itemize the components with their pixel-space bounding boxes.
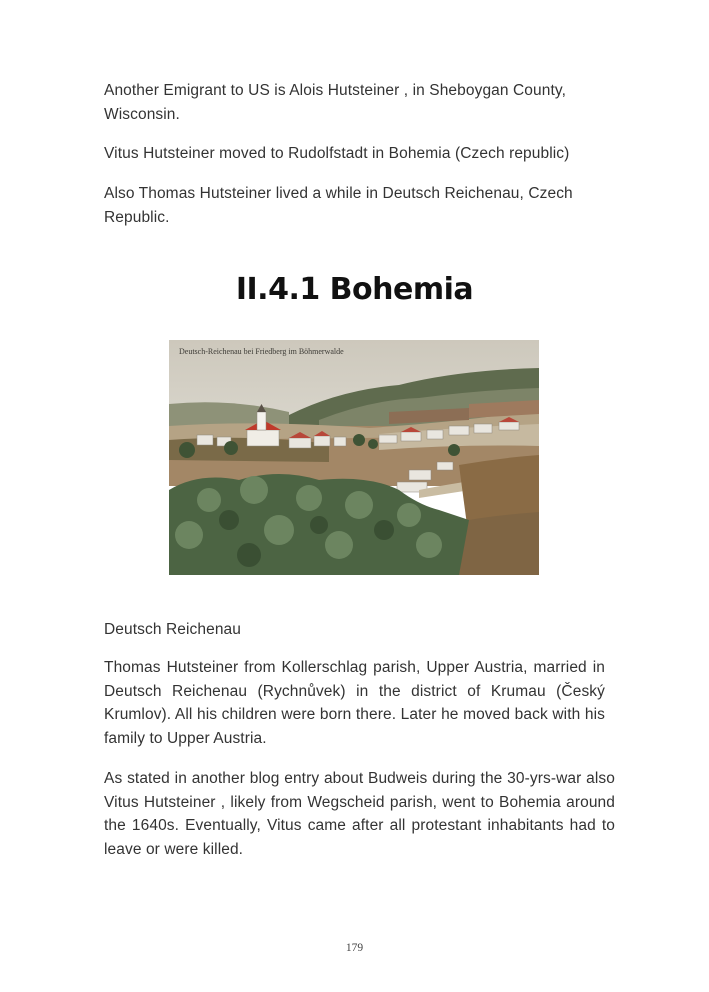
postcard-image [169, 340, 539, 575]
paragraph-thomas-lived: Also Thomas Hutsteiner lived a while in Deutsch Reichenau, Czech Republic. [104, 185, 573, 226]
section-heading: II.4.1 Bohemia [235, 272, 474, 307]
image-label: Deutsch Reichenau [104, 621, 241, 638]
page-number: 179 [345, 942, 364, 954]
paragraph-budweis: As stated in another blog entry about Budweis during the 30-yrs-war also Vitus Hutsteiner , likely from Wegscheid parish, went to Bohemia around the 1640s. Eventually, Vitus came after all protestant inhabitants had to leave or were killed. [104, 770, 615, 858]
paragraph-emigrant: Another Emigrant to US is Alois Hutsteiner , in Sheboygan County, Wisconsin. [104, 82, 566, 123]
paragraph-vitus-moved: Vitus Hutsteiner moved to Rudolfstadt in Bohemia (Czech republic) [104, 145, 570, 162]
postcard-caption: Deutsch-Reichenau bei Friedberg im Böhmerwalde [179, 347, 344, 356]
paragraph-thomas-married: Thomas Hutsteiner from Kollerschlag parish, Upper Austria, married in Deutsch Reichenau (Rychnůvek) in the district of Krumau (Český Krumlov). All his children were born there. Later he moved back with his family to Upper Austria. [104, 659, 605, 747]
